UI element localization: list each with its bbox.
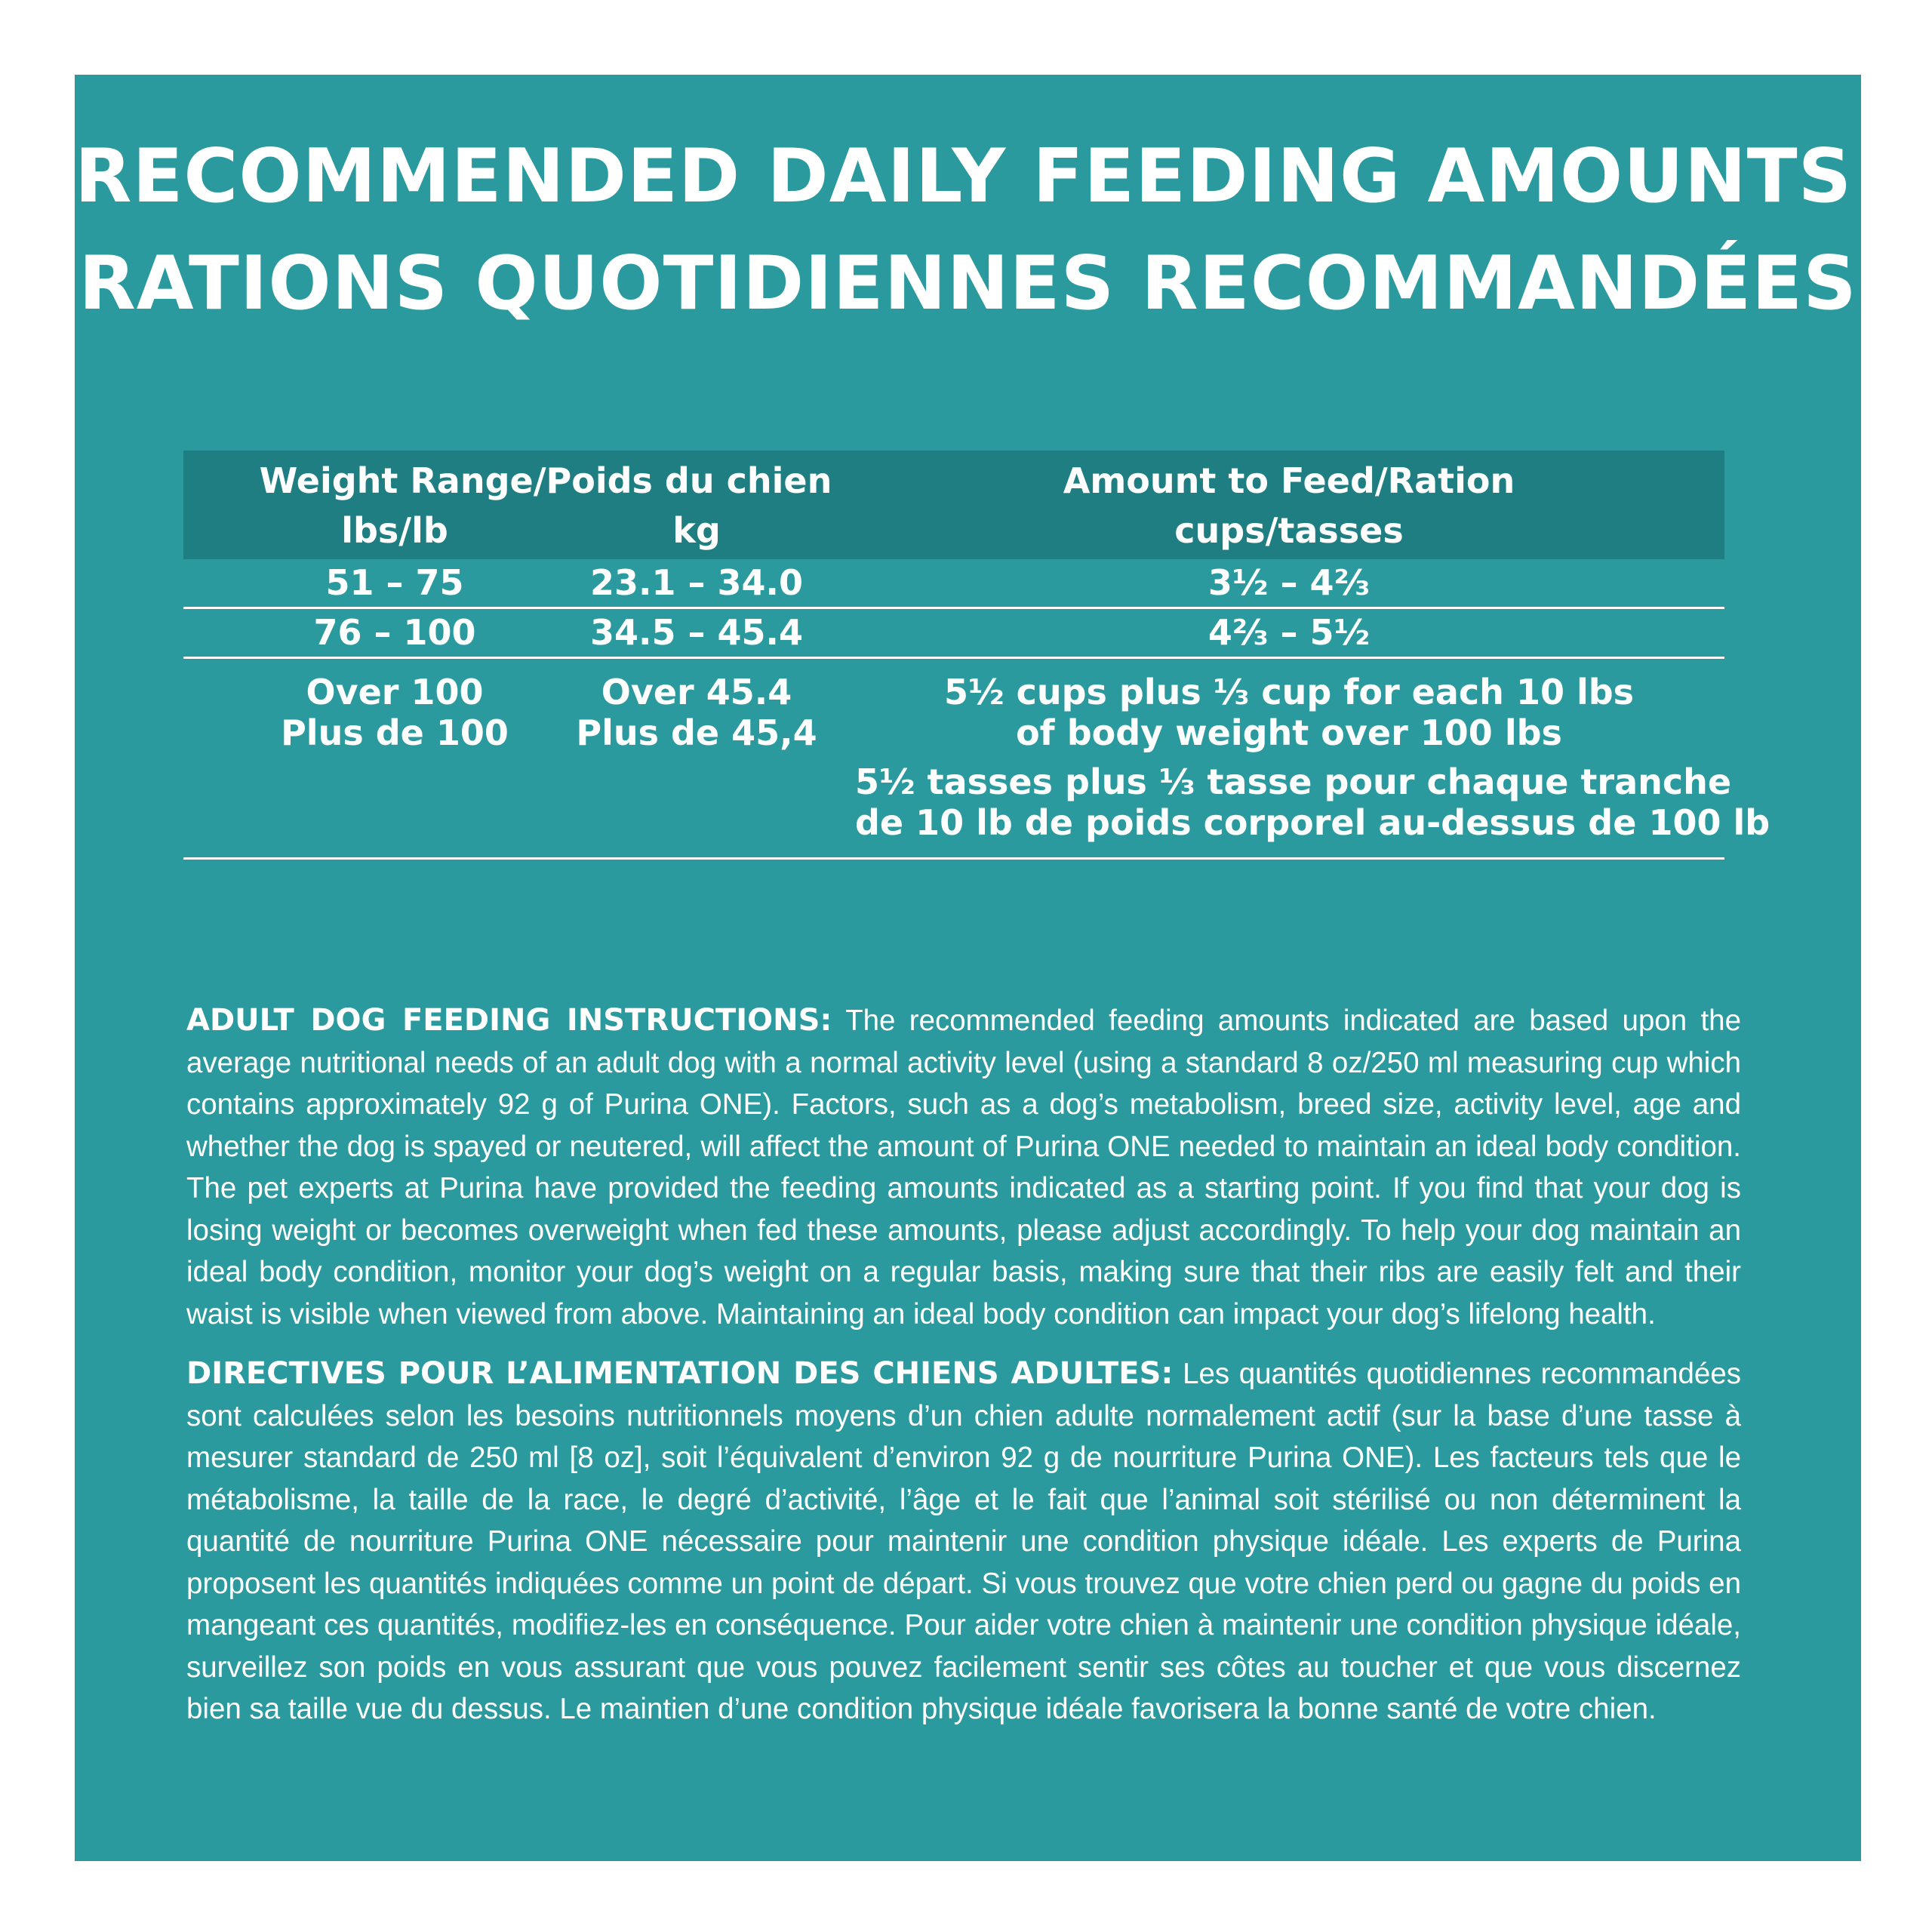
table-row [183,609,1724,659]
cell-lbs: 51 – 75 [325,562,464,603]
cell-kg: 34.5 – 45.4 [589,612,804,653]
cell-kg-fr: Plus de 45,4 [576,712,817,753]
cell-amount-fr-1: 5½ tasses plus ⅓ tasse pour chaque tranche [855,761,1732,802]
cell-amount: 3½ – 4⅔ [1208,562,1371,603]
header-lbs: lbs/lb [341,510,448,551]
cell-lbs: 76 – 100 [313,612,476,653]
instructions-fr-body: Les quantités quotidiennes recommandées sont calculées selon les besoins nutritionnels moyens d’un chien adulte normalement actif (sur la base d’une tasse à mesurer standard de 250 ml [8 oz], soit l’équivalent d’environ 92 g de nourriture Purina ONE). Les facteurs tels que le métabolisme, la taille de la race, le degré d’activité, l’âge et le fait que l’animal soit stérilisé ou non déterminent la quantité de nourriture Purina ONE nécessaire pour maintenir une condition physique idéale. Les experts de Purina proposent les quantités indiquées comme un point de départ. Si vous trouvez que votre chien perd ou gagne du poids en mangeant ces quantités, modifiez-les en conséquence. Pour aider votre chien à maintenir une condition physique idéale, surveillez son poids en vous assurant que vous pouvez facilement sentir ses côtes au toucher et que vous discernez bien sa taille vue du dessus. Le maintien d’une condition physique idéale favorisera la bonne santé de votre chien. [186,1358,1741,1725]
title-line-en: RECOMMENDED DAILY FEEDING AMOUNTS / [75,134,1907,220]
cell-amount-en-2: of body weight over 100 lbs [1016,712,1562,753]
instructions-en-body: The recommended feeding amounts indicated are based upon the average nutritional needs of an adult dog with a normal activity level (using a standard 8 oz/250 ml measuring cup which contains approximately 92 g of Purina ONE). Factors, such as a dog’s metabolism, breed size, activity level, age and whether the dog is spayed or neutered, will affect the amount of Purina ONE needed to maintain an ideal body condition. The pet experts at Purina have provided the feeding amounts indicated as a starting point. If you find that your dog is losing weight or becomes overweight when fed these amounts, please adjust accordingly. To help your dog maintain an ideal body condition, monitor your dog’s weight on a regular basis, making sure that their ribs are easily felt and their waist is visible when viewed from above. Maintaining an ideal body condition can impact your dog’s lifelong health. [186,1004,1741,1331]
header-weight-range: Weight Range/Poids du chien [259,460,832,501]
instructions-en-heading: ADULT DOG FEEDING INSTRUCTIONS: [186,1003,832,1038]
cell-lbs-en: Over 100 [306,672,484,712]
cell-lbs-fr: Plus de 100 [281,712,509,753]
cell-kg-en: Over 45.4 [601,672,792,712]
table-row [183,559,1724,609]
cell-amount: 4⅔ – 5½ [1208,612,1371,653]
header-amount: Amount to Feed/Ration [1063,460,1515,501]
cell-amount-en-1: 5½ cups plus ⅓ cup for each 10 lbs [943,672,1635,712]
feeding-table [183,451,1770,860]
instructions-fr [186,1353,1741,1730]
feeding-panel [75,75,1907,1861]
cell-kg: 23.1 – 34.0 [589,562,804,603]
table-header [183,451,1724,559]
instructions-fr-heading: DIRECTIVES POUR L’ALIMENTATION DES CHIENS ADULTES: [186,1356,1174,1391]
page-title [75,123,1907,337]
table-row-over [183,659,1770,860]
instructions-en [186,1000,1741,1335]
header-kg: kg [672,510,721,551]
title-line-fr: RATIONS QUOTIDIENNES RECOMMANDÉES [78,241,1857,327]
header-cups: cups/tasses [1174,510,1404,551]
cell-amount-fr-2: de 10 lb de poids corporel au-dessus de 100 lb [855,802,1770,843]
